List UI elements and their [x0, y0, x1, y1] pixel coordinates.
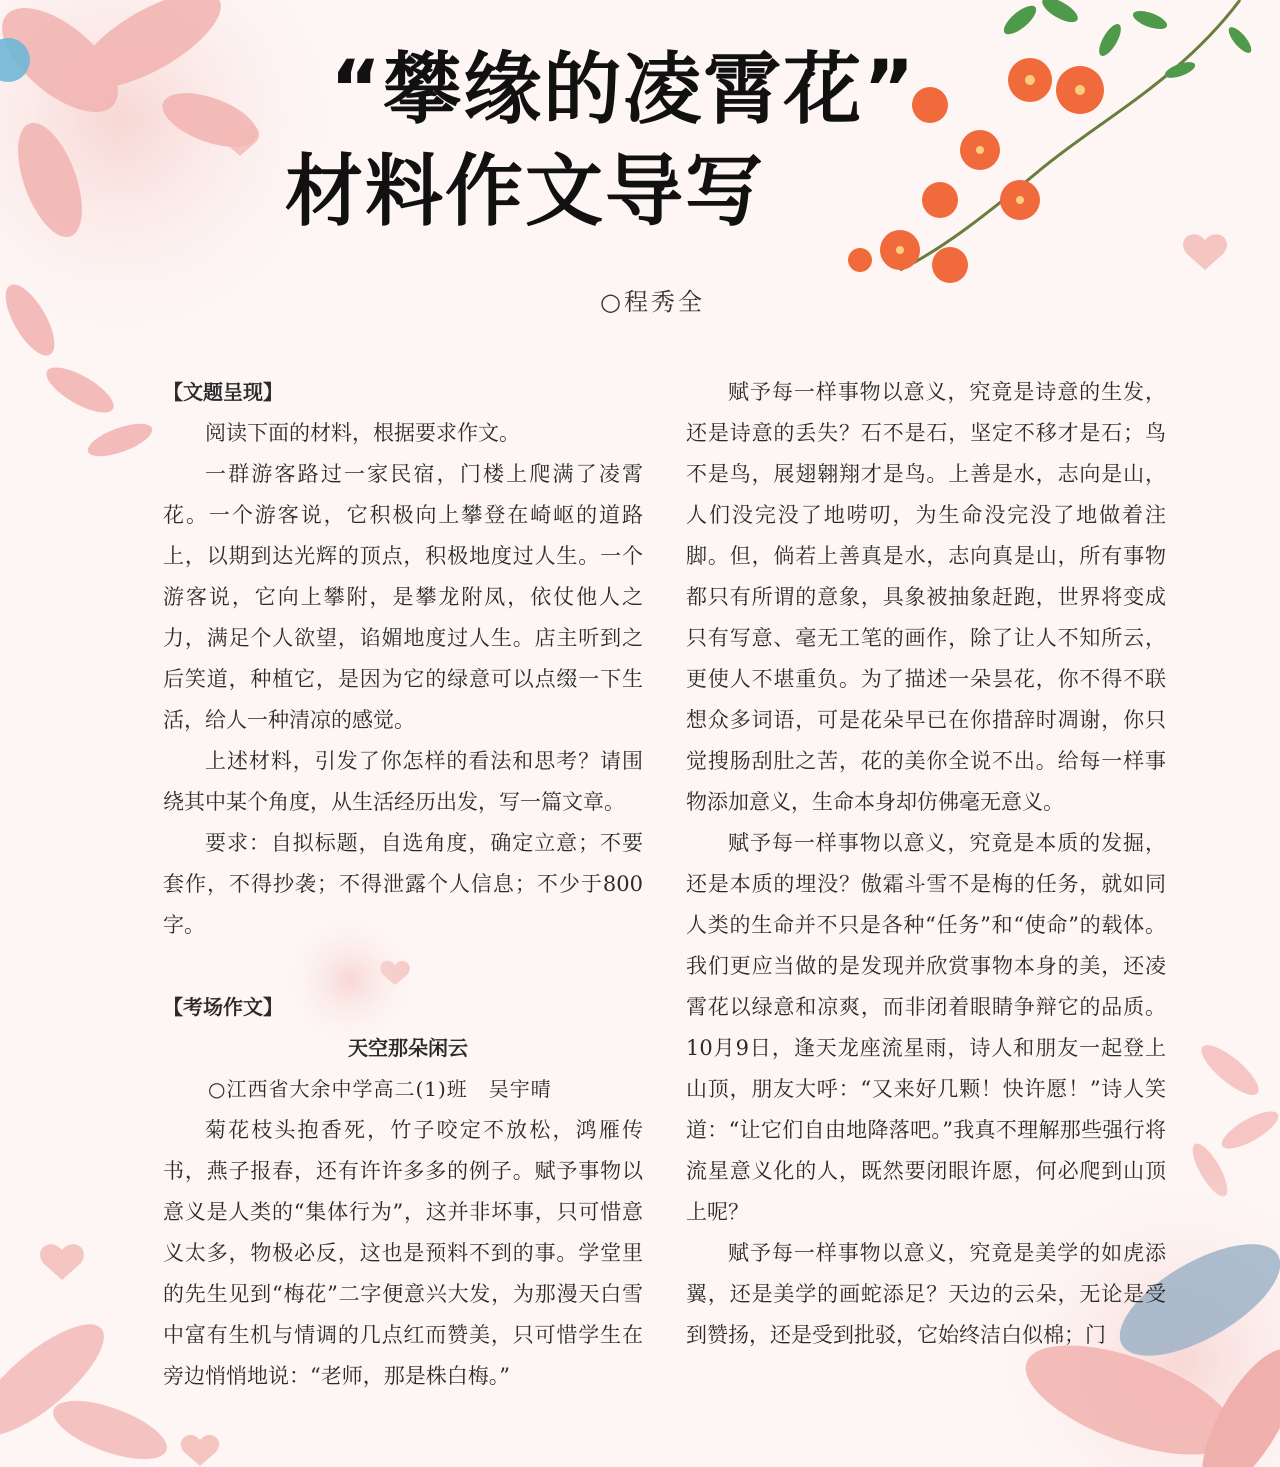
prompt-paragraph: 上述材料，引发了你怎样的看法和思考？请围绕其中某个角度，从生活经历出发，写一篇文章。 — [163, 749, 643, 814]
essay-paragraph: 菊花枝头抱香死，竹子咬定不放松，鸿雁传书，燕子报春，还有许许多多的例子。赋予事物以意义是人类的“集体行为”，这并非坏事，只可惜意义太多，物极必反，这也是预料不到的事。学堂里的先生见到“梅花”二字便意兴大发，为那漫天白雪中富有生机与情调的几点红而赞美，只可惜学生在旁边悄悄地说：“老师，那是株白梅。” — [163, 1118, 643, 1388]
section-heading-essay: 【考场作文】 — [163, 995, 283, 1019]
title-line-2: 材料作文导写 — [285, 147, 766, 237]
prompt-paragraph: 要求：自拟标题，自选角度，确定立意；不要套作，不得抄袭；不得泄露个人信息；不少于800字。 — [163, 831, 643, 937]
section-heading-prompt: 【文题呈现】 — [163, 380, 283, 404]
essay-paragraph: 赋予每一样事物以意义，究竟是诗意的生发，还是诗意的丢失？石不是石，坚定不移才是石；鸟不是鸟，展翅翱翔才是鸟。上善是水，志向是山，人们没完没了地唠叨，为生命没完没了地做着注脚。但，倘若上善真是水，志向真是山，所有事物都只有所谓的意象，具象被抽象赶跑，世界将变成只有写意、毫无工笔的画作，除了让人不知所云，更使人不堪重负。为了描述一朵昙花，你不得不联想众多词语，可是花朵早已在你措辞时凋谢，你只觉搜肠刮肚之苦，花的美你全说不出。给每一样事物添加意义，生命本身却仿佛毫无意义。 — [686, 380, 1166, 814]
essay-title: 天空那朵闲云 — [348, 1036, 468, 1060]
page-title — [285, 40, 917, 242]
prompt-paragraph: 阅读下面的材料，根据要求作文。 — [205, 421, 520, 445]
essay-paragraph: 赋予每一样事物以意义，究竟是美学的如虎添翼，还是美学的画蛇添足？天边的云朵，无论是受到赞扬，还是受到批驳，它始终洁白似棉；门 — [686, 1241, 1166, 1347]
essay-author: ○江西省大余中学高二(1)班 吴宇晴 — [208, 1077, 552, 1101]
essay-paragraph: 赋予每一样事物以意义，究竟是本质的发掘，还是本质的埋没？傲霜斗雪不是梅的任务，就如同人类的生命并不只是各种“任务”和“使命”的载体。我们更应当做的是发现并欣赏事物本身的美，还凌霄花以绿意和凉爽，而非闭着眼睛争辩它的品质。10月9日，逢天龙座流星雨，诗人和朋友一起登上山顶，朋友大呼：“又来好几颗！快许愿！”诗人笑道：“让它们自由地降落吧。”我真不理解那些强行将流星意义化的人，既然要闭眼许愿，何必爬到山顶上呢？ — [686, 831, 1166, 1224]
right-column — [686, 372, 1166, 1356]
left-column — [163, 372, 643, 1397]
title-line-1: “攀缘的凌霄花” — [330, 45, 917, 135]
article-author: ○程秀全 — [600, 288, 705, 316]
prompt-paragraph: 一群游客路过一家民宿，门楼上爬满了凌霄花。一个游客说，它积极向上攀登在崎岖的道路上，以期到达光辉的顶点，积极地度过人生。一个游客说，它向上攀附，是攀龙附凤，依仗他人之力，满足个人欲望，谄媚地度过人生。店主听到之后笑道，种植它，是因为它的绿意可以点缀一下生活，给人一种清凉的感觉。 — [163, 462, 643, 732]
